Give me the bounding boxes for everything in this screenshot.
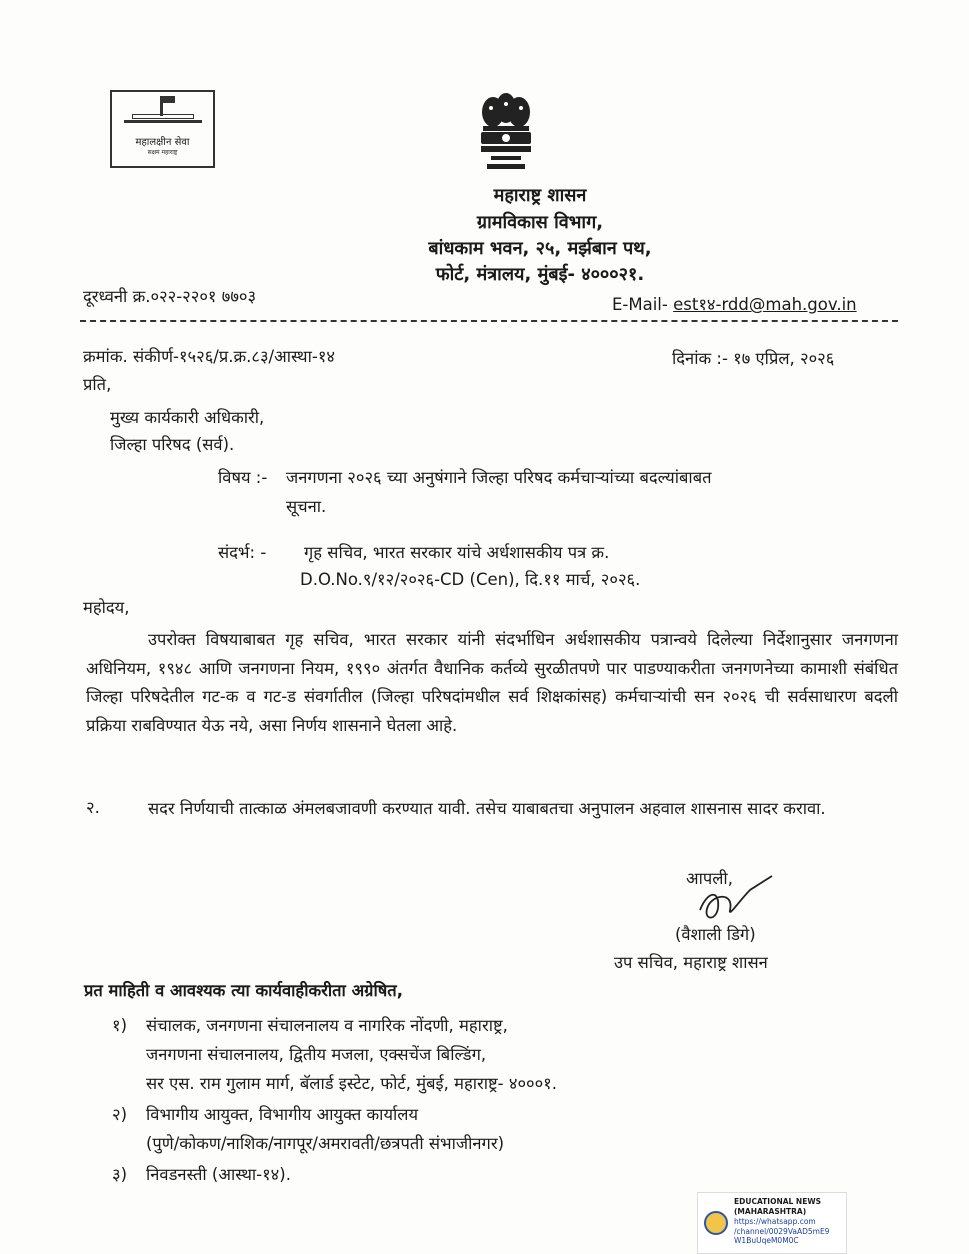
subject-line-1: जनगणना २०२६ च्या अनुषंगाने जिल्हा परिषद कर्मचाऱ्यांच्या बदल्यांबाबत <box>286 468 712 487</box>
copy-number: ३) <box>112 1165 128 1184</box>
addressee-line-1: मुख्य कार्यकारी अधिकारी, <box>110 408 265 427</box>
copy-item-2-line-2: (पुणे/कोकण/नाशिक/नागपूर/अमरावती/छत्रपती संभाजीनगर) <box>146 1134 505 1153</box>
badge-link[interactable]: https://whatsapp.com /channel/0029VaAD5mE9 W1BuUqeM0M0C <box>734 1217 830 1245</box>
copy-heading: प्रत माहिती व आवश्यक त्या कार्यवाहीकरीता अग्रेषित, <box>84 981 403 1000</box>
reference-number: क्रमांक. संकीर्ण-१५२६/प्र.क्र.८३/आस्था-१४ <box>83 347 335 366</box>
badge-title: EDUCATIONAL NEWS (MAHARASHTRA) <box>734 1197 821 1216</box>
signatory-name: (वैशाली डिगे) <box>675 925 756 944</box>
salutation: महोदय, <box>83 598 130 617</box>
address-line-1: बांधकाम भवन, २५, मर्झबान पथ, <box>428 238 652 259</box>
government-name: महाराष्ट्र शासन <box>493 185 587 206</box>
copy-item-1-line-3: सर एस. राम गुलाम मार्ग, बॅलार्ड इस्टेट, फोर्ट, मुंबई, महाराष्ट्र- ४०००१. <box>146 1074 558 1093</box>
copy-item-3-line-1: निवडनस्ती (आस्था-१४). <box>146 1165 291 1184</box>
reference-line-2: D.O.No.९/१२/२०२६-CD (Cen), दि.११ मार्च, २०२६. <box>300 570 641 589</box>
body-paragraph-1: उपरोक्त विषयाबाबत गृह सचिव, भारत सरकार यांनी संदर्भाधिन अर्धशासकीय पत्रान्वये दिलेल्या निर्देशानुसार जनगणना अधिनियम, १९४८ आणि जनगणना नियम, १९९० अंतर्गत वैधानिक कर्तव्ये सुरळीतपणे पार पाडण्याकरीता जनगणनेच्या कामाशी संबंधित जिल्हा परिषदेतील गट-क व गट-ड संवर्गातील (जिल्हा परिषदांमधील सर्व शिक्षकांसह) कर्मचाऱ्यांची सन २०२६ ची सर्वसाधारण बदली प्रक्रिया राबविण्यात येऊ नये, असा निर्णय शासनाने घेतला आहे. <box>86 630 898 735</box>
flag-icon <box>160 96 163 116</box>
address-line-2: फोर्ट, मंत्रालय, मुंबई- ४०००२१. <box>435 264 645 285</box>
prati-label: प्रति, <box>83 375 112 394</box>
phone-number: दूरध्वनी क्र.०२२-२२०१ ७७०३ <box>83 287 257 306</box>
addressee-line-2: जिल्हा परिषद (सर्व). <box>110 435 235 454</box>
channel-logo-icon <box>704 1211 728 1235</box>
letter-date: दिनांक :- १७ एप्रिल, २०२६ <box>672 349 835 368</box>
department-name: ग्रामविकास विभाग, <box>476 212 604 233</box>
department-seal-logo <box>110 90 215 168</box>
whatsapp-channel-badge[interactable] <box>697 1192 847 1254</box>
copy-number: १) <box>112 1016 128 1035</box>
body-paragraph-2: सदर निर्णयाची तात्काळ अंमलबजावणी करण्यात यावी. तसेच याबाबतचा अनुपालन अहवाल शासनास सादर करावा. <box>148 799 826 818</box>
subject-label: विषय :- <box>218 468 268 487</box>
national-emblem-icon <box>473 90 539 175</box>
copy-item-1-line-2: जनगणना संचालनालय, द्वितीय मजला, एक्सचेंज बिल्डिंग, <box>146 1045 487 1064</box>
email-label: E-Mail- <box>612 295 668 314</box>
reference-label: संदर्भ: - <box>218 543 267 562</box>
copy-item-1-line-1: संचालक, जनगणना संचालनालय व नागरिक नोंदणी, महाराष्ट्र, <box>146 1016 508 1035</box>
closing: आपली, <box>686 869 733 888</box>
reference-line-1: गृह सचिव, भारत सरकार यांचे अर्धशासकीय पत्र क्र. <box>304 543 610 562</box>
signature-image <box>690 870 780 930</box>
copy-item-2-line-1: विभागीय आयुक्त, विभागीय आयुक्त कार्यालय <box>146 1105 419 1124</box>
copy-number: २) <box>112 1105 128 1124</box>
email-link[interactable]: est१४-rdd@mah.gov.in <box>673 295 857 314</box>
divider <box>80 320 898 322</box>
signatory-designation: उप सचिव, महाराष्ट्र शासन <box>614 953 768 972</box>
seal-text: महालक्षीन सेवा <box>135 137 190 148</box>
paragraph-2-number: २. <box>86 798 100 817</box>
subject-line-2: सूचना. <box>286 497 327 516</box>
seal-subtext: सक्षम महाराष्ट्र <box>147 149 178 156</box>
